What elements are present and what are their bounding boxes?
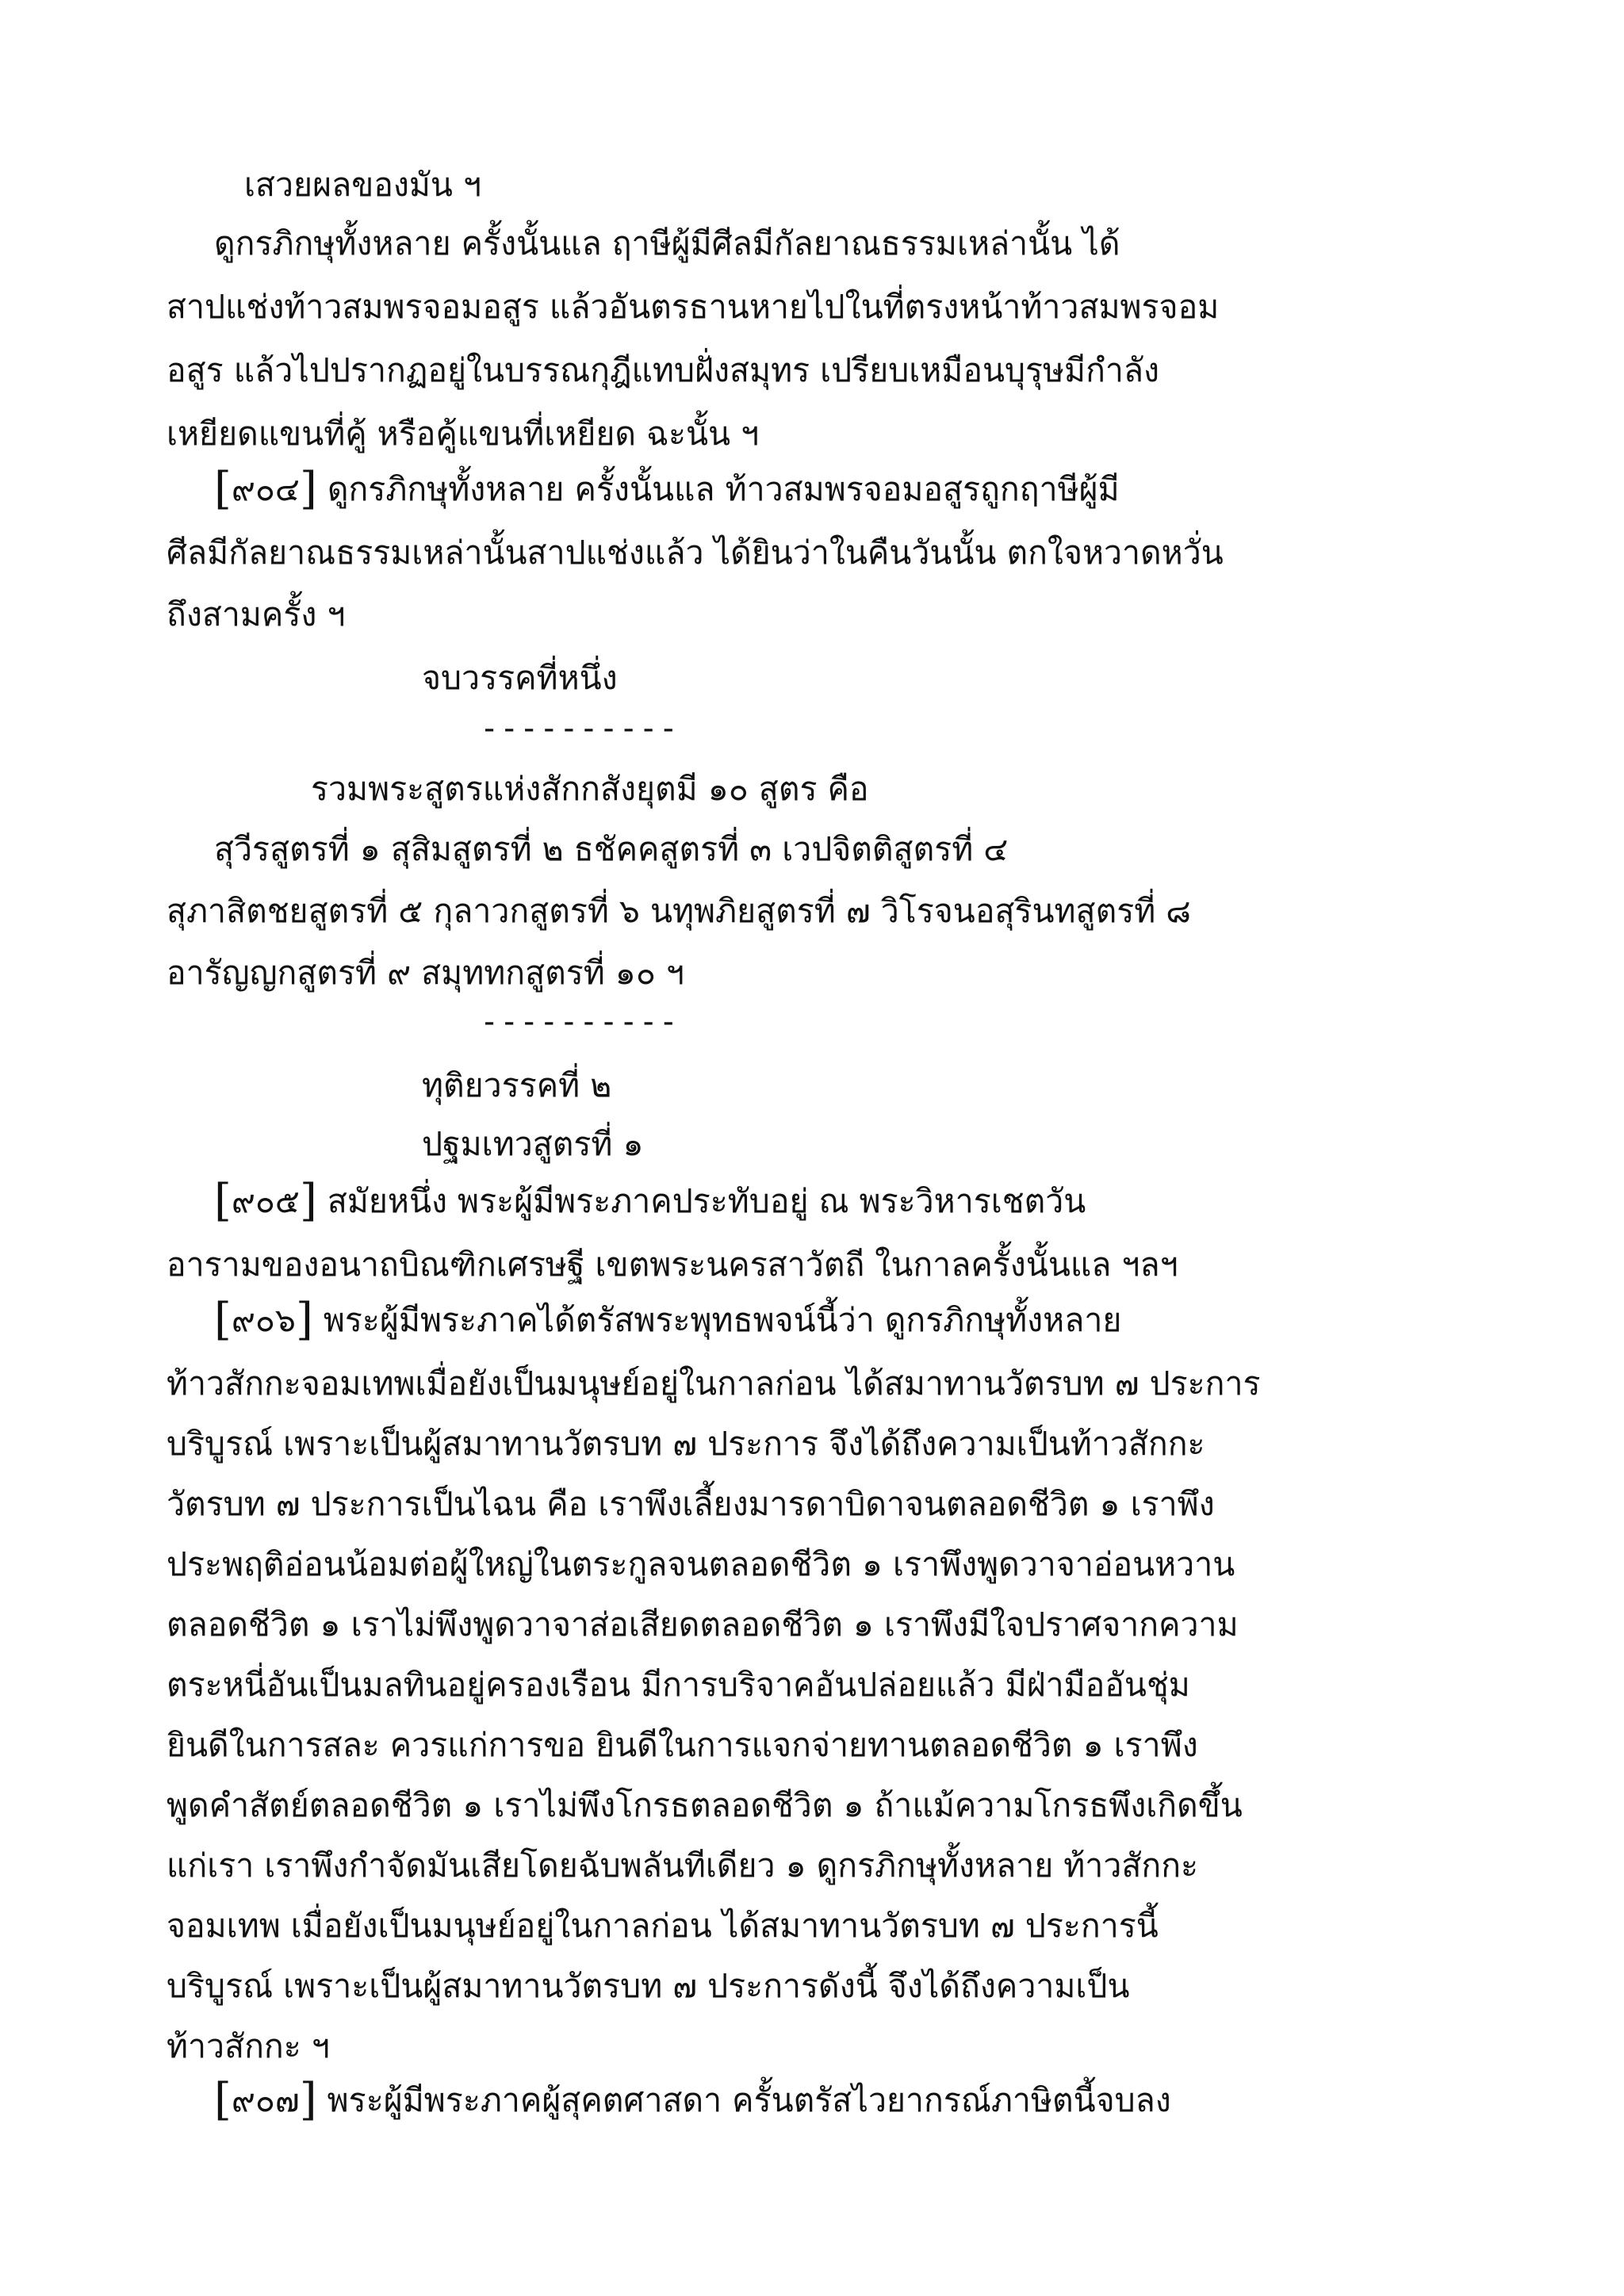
text-line: ตระหนี่อันเป็นมลทินอยู่ครองเรือน มีการบริจาคอันปล่อยแล้ว มีฝ่ามืออันชุ่ม [167,1666,1190,1704]
text-line: ยินดีในการสละ ควรแก่การขอ ยินดีในการแจกจ่ายทานตลอดชีวิต ๑ เราพึง [167,1726,1198,1764]
chapter-heading: ทุติยวรรคที่ ๒ [422,1066,612,1104]
text-line: อารามของอนาถบิณฑิกเศรษฐี เขตพระนครสาวัตถี ในกาลครั้งนั้นแล ฯลฯ [167,1246,1178,1284]
text-line: พระผู้มีพระภาคได้ตรัสพระพุทธพจน์นี้ว่า ดูกรภิกษุทั้งหลาย [323,1301,1122,1339]
paragraph-number: ๙๐๕ [231,1182,300,1220]
text-line: สุวีรสูตรที่ ๑ สุสิมสูตรที่ ๒ ธชัคคสูตรที่ ๓ เวปจิตติสูตรที่ ๔ [214,830,1009,868]
text-line: สาปแช่งท้าวสมพรจอมอสูร แล้วอันตรธานหายไปในที่ตรงหน้าท้าวสมพรจอม [167,288,1220,326]
text-line: บริบูรณ์ เพราะเป็นผู้สมาทานวัตรบท ๗ ประการดังนี้ จึงได้ถึงความเป็น [167,1967,1130,2005]
summary-heading: รวมพระสูตรแห่งสักกสังยุตมี ๑๐ สูตร คือ [311,770,869,808]
paragraph-905: [๙๐๕] สมัยหนึ่ง พระผู้มีพระภาคประทับอยู่ ณ พระวิหารเชตวัน [214,1175,1086,1226]
text-line: จอมเทพ เมื่อยังเป็นมนุษย์อยู่ในกาลก่อน ได้สมาทานวัตรบท ๗ ประการนี้ [167,1907,1159,1945]
text-line: ศีลมีกัลยาณธรรมเหล่านั้นสาปแช่งแล้ว ได้ยินว่าในคืนวันนั้น ตกใจหวาดหวั่น [167,534,1224,572]
text-line: พระผู้มีพระภาคผู้สุคตศาสดา ครั้นตรัสไวยากรณ์ภาษิตนี้จบลง [327,2081,1171,2119]
paragraph-number: ๙๐๗ [231,2081,300,2119]
separator: ---------- [480,1004,679,1040]
text-line: ตลอดชีวิต ๑ เราไม่พึงพูดวาจาส่อเสียดตลอดชีวิต ๑ เราพึงมีใจปราศจากความ [167,1605,1239,1644]
paragraph-number: ๙๐๖ [231,1301,296,1339]
text-line: อารัญญกสูตรที่ ๙ สมุททกสูตรที่ ๑๐ ฯ [167,954,684,992]
text-line: สุภาสิตชยสูตรที่ ๕ กุลาวกสูตรที่ ๖ นทุพภิยสูตรที่ ๗ วิโรจนอสุรินทสูตรที่ ๘ [167,892,1191,930]
separator: ---------- [480,710,679,747]
paragraph-907: [๙๐๗] พระผู้มีพระภาคผู้สุคตศาสดา ครั้นตรัสไวยากรณ์ภาษิตนี้จบลง [214,2074,1171,2126]
text-line: ดูกรภิกษุทั้งหลาย ครั้งนั้นแล ท้าวสมพรจอมอสูรถูกฤาษีผู้มี [327,470,1120,508]
text-line: เหยียดแขนที่คู้ หรือคู้แขนที่เหยียด ฉะนั้น ฯ [167,415,760,453]
text-line: ท้าวสักกะ ฯ [167,2027,330,2065]
text-line: ดูกรภิกษุทั้งหลาย ครั้งนั้นแล ฤาษีผู้มีศีลมีกัลยาณธรรมเหล่านั้น ได้ [214,224,1120,262]
text-line: บริบูรณ์ เพราะเป็นผู้สมาทานวัตรบท ๗ ประการ จึงได้ถึงความเป็นท้าวสักกะ [167,1425,1205,1463]
text-line: แก่เรา เราพึงกำจัดมันเสียโดยฉับพลันทีเดียว ๑ ดูกรภิกษุทั้งหลาย ท้าวสักกะ [167,1846,1199,1885]
text-line: ท้าวสักกะจอมเทพเมื่อยังเป็นมนุษย์อยู่ในกาลก่อน ได้สมาทานวัตรบท ๗ ประการ [167,1364,1261,1402]
text-line: วัตรบท ๗ ประการเป็นไฉน คือ เราพึงเลี้ยงมารดาบิดาจนตลอดชีวิต ๑ เราพึง [167,1485,1215,1523]
text-line: อสูร แล้วไปปรากฏอยู่ในบรรณกุฎีแทบฝั่งสมุทร เปรียบเหมือนบุรุษมีกำลัง [167,351,1160,389]
paragraph-906: [๙๐๖] พระผู้มีพระภาคได้ตรัสพระพุทธพจน์นี้ว่า ดูกรภิกษุทั้งหลาย [214,1294,1122,1345]
sutta-heading: ปฐมเทวสูตรที่ ๑ [422,1125,644,1163]
paragraph-number: ๙๐๔ [231,470,300,508]
text-line: ประพฤติอ่อนน้อมต่อผู้ใหญ่ในตระกูลจนตลอดชีวิต ๑ เราพึงพูดวาจาอ่อนหวาน [167,1545,1235,1583]
section-end-heading: จบวรรคที่หนึ่ง [422,659,618,697]
paragraph-904: [๙๐๔] ดูกรภิกษุทั้งหลาย ครั้งนั้นแล ท้าวสมพรจอมอสูรถูกฤาษีผู้มี [214,463,1120,515]
text-line: พูดคำสัตย์ตลอดชีวิต ๑ เราไม่พึงโกรธตลอดชีวิต ๑ ถ้าแม้ความโกรธพึงเกิดขึ้น [167,1786,1243,1824]
text-line: ถึงสามครั้ง ฯ [167,595,346,633]
text-line: เสวยผลของมัน ฯ [244,166,482,204]
text-line: สมัยหนึ่ง พระผู้มีพระภาคประทับอยู่ ณ พระวิหารเชตวัน [327,1182,1086,1220]
